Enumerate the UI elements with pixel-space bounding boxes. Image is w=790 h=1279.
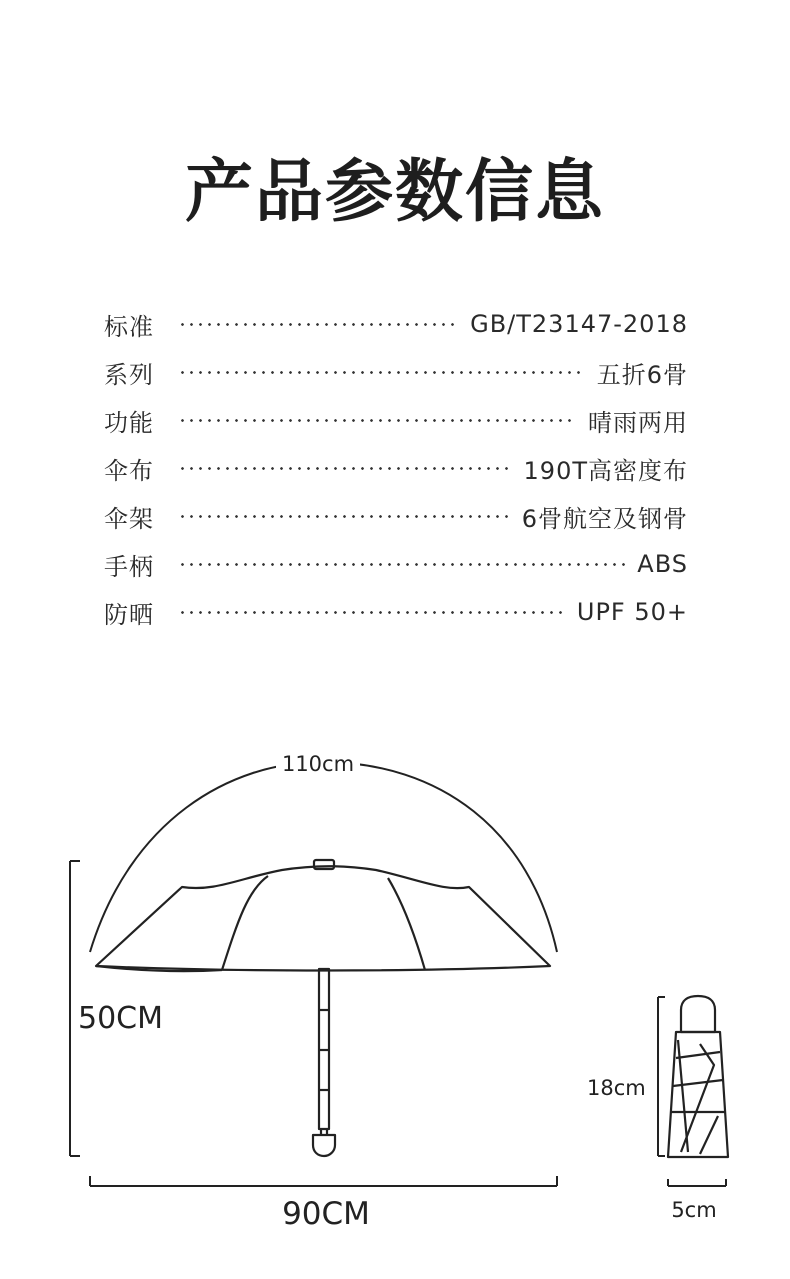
spec-row-series [104,348,688,396]
dotted-leader [178,467,512,470]
width-label: 90CM [282,1196,370,1232]
spec-row-handle [104,540,688,588]
folded-width-dimension-line [668,1179,726,1186]
spec-row-frame [104,492,688,540]
dotted-leader [178,371,585,374]
spec-label: 标准 [104,312,154,341]
page-title: 产品参数信息 [184,153,605,232]
dotted-leader [178,515,510,518]
spec-label: 伞布 [104,456,154,485]
umbrella-dimension-diagram [0,740,790,1270]
spec-row-function [104,396,688,444]
spec-value: ABS [637,550,688,578]
folded-umbrella-icon [668,996,728,1157]
spec-value: GB/T23147-2018 [470,310,688,338]
arc-dimension-line [90,762,557,952]
spec-row-uv [104,588,688,636]
spec-value: 五折6骨 [596,360,688,389]
spec-label: 系列 [104,360,154,389]
spec-label: 防晒 [104,600,154,629]
spec-label: 手柄 [104,552,154,581]
dotted-leader [178,563,625,566]
spec-value: 6骨航空及钢骨 [521,504,688,533]
spec-row-fabric [104,444,688,492]
spec-value: UPF 50+ [576,598,688,626]
width-dimension-line [90,1176,557,1186]
spec-value: 190T高密度布 [523,456,688,485]
open-umbrella-icon [96,860,550,1156]
spec-table [104,300,688,636]
arc-length-label: 110cm [281,752,355,776]
height-label: 50CM [78,1001,164,1036]
folded-width-label: 5cm [671,1198,717,1222]
dotted-leader [178,323,458,326]
spec-label: 功能 [104,408,154,437]
spec-value: 晴雨两用 [588,408,688,437]
spec-label: 伞架 [104,504,154,533]
spec-row-standard [104,300,688,348]
folded-length-dimension-line [658,997,665,1156]
dotted-leader [178,419,576,422]
folded-length-label: 18cm [587,1076,646,1100]
dotted-leader [178,611,565,614]
